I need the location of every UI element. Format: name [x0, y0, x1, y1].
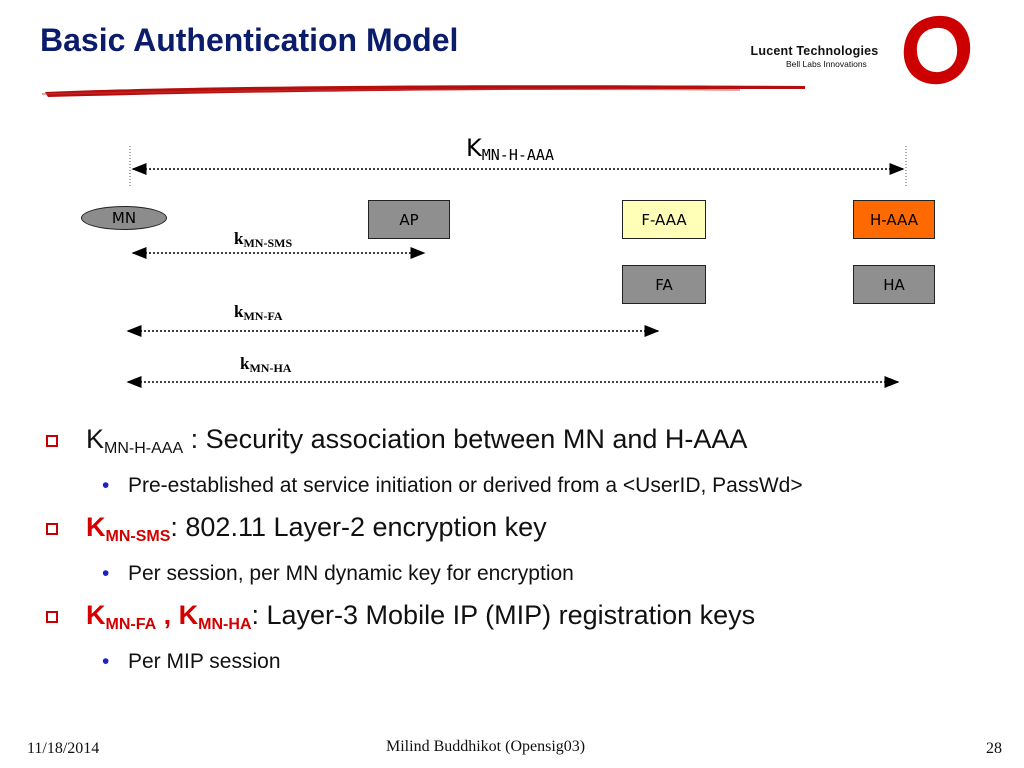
node-ha: HA [853, 265, 935, 304]
bullet-list [46, 418, 1006, 676]
sub-bullet-item: • Per session, per MN dynamic key for encryption [46, 560, 1006, 588]
square-bullet-icon [46, 523, 58, 535]
logo-tagline: Bell Labs Innovations [786, 59, 867, 69]
sub-bullet-item: • Per MIP session [46, 648, 1006, 676]
bullet-item: $K_{MN-FA}$ , $K_{MN-HA}$: Layer-3 Mobile IP (MIP) registration keys [46, 598, 1006, 642]
key-label-mn-sms: $k_{MN-SMS}$ [234, 229, 293, 250]
bullet-item: $K_{MN-H-AAA}$ : Security association between MN and H-AAA [46, 422, 1006, 466]
square-bullet-icon [46, 611, 58, 623]
logo-company-name: Lucent Technologies [750, 44, 879, 58]
key-label-mn-ha: $k_{MN-HA}$ [240, 354, 292, 375]
slide-title: Basic Authentication Model [40, 22, 459, 58]
node-ap: AP [368, 200, 450, 239]
dot-bullet-icon: • [102, 650, 110, 673]
footer-date: 11/18/2014 [27, 740, 100, 757]
node-fa: FA [622, 265, 706, 304]
top-key-sub: MN-H-AAA [481, 146, 554, 164]
page-number: 28 [986, 740, 1002, 757]
node-h-aaa: H-AAA [853, 200, 935, 239]
sub-bullet-item: • Pre-established at service initiation or derived from a <UserID, PassWd> [46, 472, 1006, 500]
dot-bullet-icon: • [102, 562, 110, 585]
footer-author: Milind Buddhikot (Opensig03) [386, 738, 586, 755]
key-label-mn-fa: $k_{MN-FA}$ [234, 302, 283, 323]
dot-bullet-icon: • [102, 474, 110, 497]
node-mn: MN [81, 206, 167, 230]
square-bullet-icon [46, 435, 58, 447]
top-key-main: K [466, 134, 482, 162]
node-f-aaa: F-AAA [622, 200, 706, 239]
top-key-label [466, 134, 554, 164]
bullet-item: $K_{MN-SMS}$: 802.11 Layer-2 encryption key [46, 510, 1006, 554]
